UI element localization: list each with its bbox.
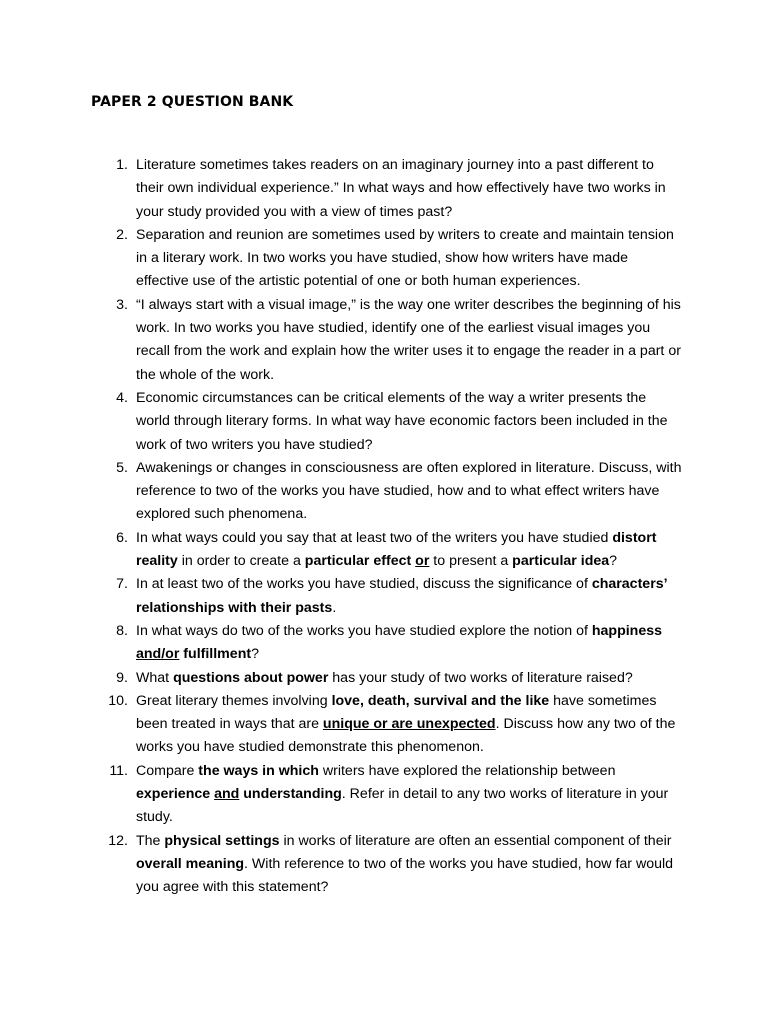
emphasized-text: characters’ relationships with their pasts: [136, 576, 667, 616]
question-number: 1.: [116, 157, 128, 173]
question-text: [136, 670, 633, 686]
text-segment: ?: [251, 646, 259, 663]
question-text: [136, 763, 668, 826]
text-segment: . Discuss how any two of the works you have studied demonstrate this phenomenon.: [136, 716, 676, 756]
text-segment: In what ways do two of the works you have studied explore the notion of: [136, 622, 592, 639]
text-segment: The: [136, 832, 165, 849]
text-segment: Literature sometimes takes readers on an imaginary journey into a past different to their own individual experience.” In what ways and how effectively have two works in your study provided you with a view of times past?: [136, 157, 666, 220]
emphasized-text: and: [214, 786, 240, 803]
emphasized-text: happiness: [591, 622, 663, 639]
emphasized-text: unique or are unexpected: [322, 716, 496, 733]
page-title: PAPER 2 QUESTION BANK: [91, 94, 294, 110]
text-segment: in order to create a: [177, 553, 305, 570]
question-item: [104, 760, 684, 830]
question-number: 5.: [116, 459, 128, 476]
emphasized-text: and/or: [136, 646, 180, 663]
text-segment: In what ways could you say that at least two of the writers you have studied: [136, 529, 613, 546]
text-segment: Separation and reunion are sometimes used by writers to create and maintain tension in a literary work. In two works you have studied, show how writers have made effective use of the artistic potential of one or both human experiences.: [136, 226, 674, 290]
text-segment: Awakenings or changes in consciousness are often explored in literature. Discuss, with reference to two of the works you have studied, how and to what effect writers have explored such phenomena.: [136, 459, 682, 523]
question-item: [104, 457, 684, 527]
question-item: [104, 224, 684, 294]
text-segment: writers have explored the relationship between: [318, 762, 616, 779]
question-text: [136, 576, 667, 615]
question-item: [104, 154, 684, 224]
question-item: [104, 387, 684, 457]
text-segment: ?: [609, 553, 618, 570]
text-segment: Compare: [136, 762, 199, 779]
question-text: [136, 390, 668, 453]
question-text: [136, 227, 674, 290]
text-segment: “I always start with a visual image,” is the way one writer describes the beginning of his work. In two works you have studied, identify one of the earliest visual images you recall from the work and explain how the writer uses it to engage the reader in a part or the whole of the work.: [136, 296, 681, 383]
question-item: [104, 527, 684, 574]
question-number: 2.: [116, 226, 128, 243]
emphasized-text: experience: [136, 786, 215, 803]
emphasized-text: the ways in which: [198, 762, 319, 779]
text-segment: to present a: [429, 553, 513, 570]
question-text: [136, 623, 662, 662]
emphasized-text: or: [415, 553, 430, 570]
text-segment: . With reference to two of the works you have studied, how far would you agree with this statement?: [136, 855, 674, 896]
question-text: [136, 530, 656, 569]
emphasized-text: fulfillment: [179, 646, 252, 663]
question-text: [136, 297, 681, 383]
emphasized-text: physical settings: [164, 832, 280, 849]
text-segment: has your study of two works of literature raised?: [328, 669, 633, 686]
emphasized-text: overall meaning: [136, 855, 245, 872]
question-item: [104, 620, 684, 667]
text-segment: Economic circumstances can be critical elements of the way a writer presents the world through literary forms. In what way have economic factors been included in the work of two writers you have studied?: [136, 389, 668, 453]
question-number: 10.: [108, 692, 128, 709]
text-segment: have sometimes been treated in ways that are: [136, 692, 657, 733]
question-number: 12.: [108, 832, 128, 849]
question-text: [136, 157, 666, 220]
emphasized-text: love, death, survival and the like: [331, 692, 550, 709]
emphasized-text: questions about power: [173, 669, 329, 686]
question-text: [136, 460, 681, 523]
question-item: [104, 690, 684, 760]
question-number: 11.: [109, 762, 128, 779]
text-segment: In at least two of the works you have studied, discuss the significance of: [136, 576, 592, 593]
question-number: 9.: [116, 669, 128, 686]
emphasized-text: particular effect: [304, 553, 416, 570]
question-number: 8.: [116, 622, 128, 639]
emphasized-text: distort reality: [136, 529, 657, 570]
question-number: 3.: [116, 296, 128, 313]
text-segment: . Refer in detail to any two works of literature in your study.: [136, 786, 669, 826]
emphasized-text: understanding: [239, 786, 342, 803]
text-segment: Great literary themes involving: [136, 692, 332, 709]
question-item: [104, 830, 684, 900]
question-item: [104, 573, 684, 620]
emphasized-text: particular idea: [512, 553, 610, 570]
text-segment: What: [136, 669, 174, 686]
question-number: 7.: [116, 576, 128, 593]
question-number: 4.: [116, 389, 128, 406]
question-list: [104, 154, 684, 900]
question-number: 6.: [116, 529, 128, 546]
question-text: [136, 833, 673, 896]
text-segment: in works of literature are often an essential component of their: [279, 832, 672, 849]
question-text: [136, 693, 675, 756]
question-item: [104, 294, 684, 387]
text-segment: .: [332, 599, 337, 616]
question-item: [104, 667, 684, 690]
